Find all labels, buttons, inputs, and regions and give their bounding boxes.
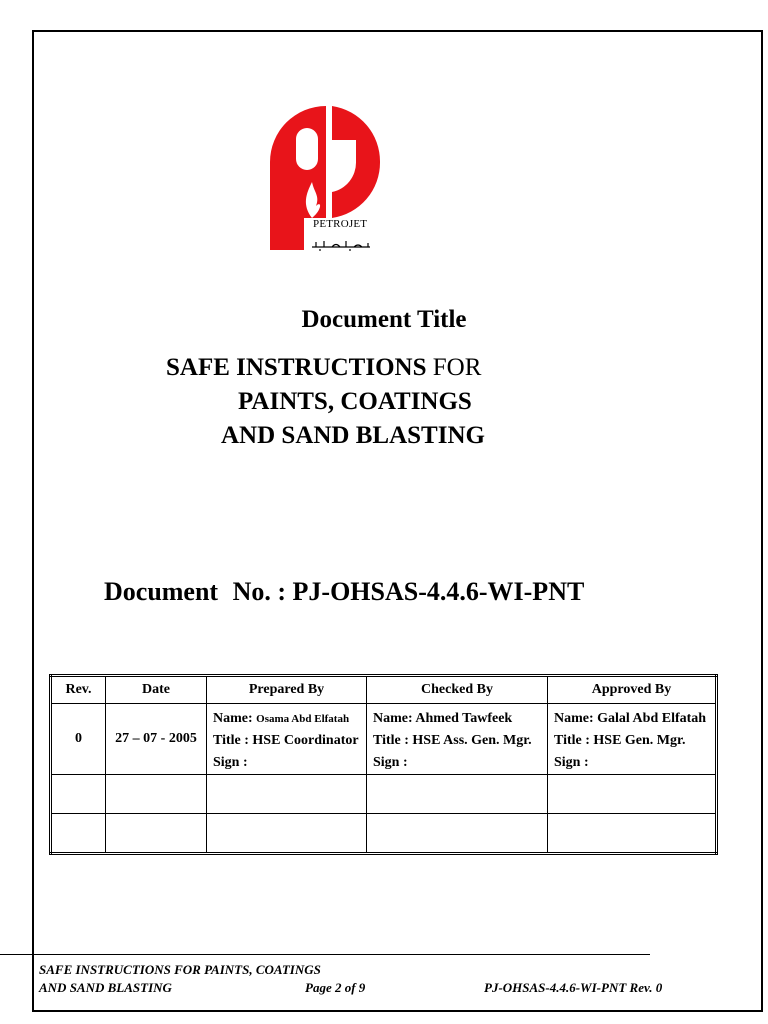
footer-title-line-2: AND SAND BLASTING [39,980,172,995]
prepared-name-label: Name: [213,711,253,726]
empty-cell [367,775,548,814]
document-title-label: Document Title [301,306,467,333]
empty-cell [51,775,106,814]
cell-rev: 0 [51,704,106,775]
document-number-value: PJ-OHSAS-4.4.6-WI-PNT [292,577,585,606]
cell-approved-by [548,704,717,775]
document-number [104,577,584,607]
checked-title: Title : HSE Ass. Gen. Mgr. [373,733,532,748]
empty-cell [106,814,207,854]
prepared-title: Title : HSE Coordinator [213,733,359,748]
logo-arabic-script [310,238,374,252]
empty-cell [106,775,207,814]
document-number-label: Document [104,577,219,606]
cell-prepared-by [207,704,367,775]
approved-sign: Sign : [554,755,589,770]
page-frame [32,30,763,1012]
empty-cell [207,814,367,854]
logo-j-shape [332,106,380,218]
empty-cell [548,814,717,854]
empty-cell [548,775,717,814]
checked-sign: Sign : [373,755,408,770]
approved-name: Name: Galal Abd Elfatah [554,711,707,726]
document-number-label-2: No. : [232,577,287,606]
table-row-empty [51,814,717,854]
petrojet-logo [262,100,392,260]
title-line-1-bold: SAFE INSTRUCTIONS [166,354,427,381]
empty-cell [207,775,367,814]
footer-divider [0,954,650,955]
table-row-empty [51,775,717,814]
table-header-row [51,676,717,704]
logo-p-eye [296,128,318,170]
header-checked-by: Checked By [367,676,548,704]
document-title-line-2: PAINTS, COATINGS [238,388,472,415]
empty-cell [367,814,548,854]
header-rev: Rev. [51,676,106,704]
empty-cell [51,814,106,854]
logo-text: PETROJET [313,218,368,230]
table-row [51,704,717,775]
footer-title-line-1: SAFE INSTRUCTIONS FOR PAINTS, COATINGS [39,962,321,977]
title-line-1-normal: FOR [426,354,482,381]
prepared-sign: Sign : [213,755,248,770]
header-approved-by: Approved By [548,676,717,704]
revision-table [49,674,718,855]
footer-page-number: Page 2 of 9 [305,980,366,995]
document-title-line-1 [166,354,481,382]
prepared-name [213,708,360,730]
footer-document-ref: PJ-OHSAS-4.4.6-WI-PNT Rev. 0 [484,980,663,995]
prepared-name-value: Osama Abd Elfatah [256,713,350,725]
header-prepared-by: Prepared By [207,676,367,704]
approved-title: Title : HSE Gen. Mgr. [554,733,686,748]
checked-name: Name: Ahmed Tawfeek [373,711,513,726]
document-title-line-3: AND SAND BLASTING [221,422,485,449]
cell-checked-by [367,704,548,775]
header-date: Date [106,676,207,704]
cell-date: 27 – 07 - 2005 [106,704,207,775]
